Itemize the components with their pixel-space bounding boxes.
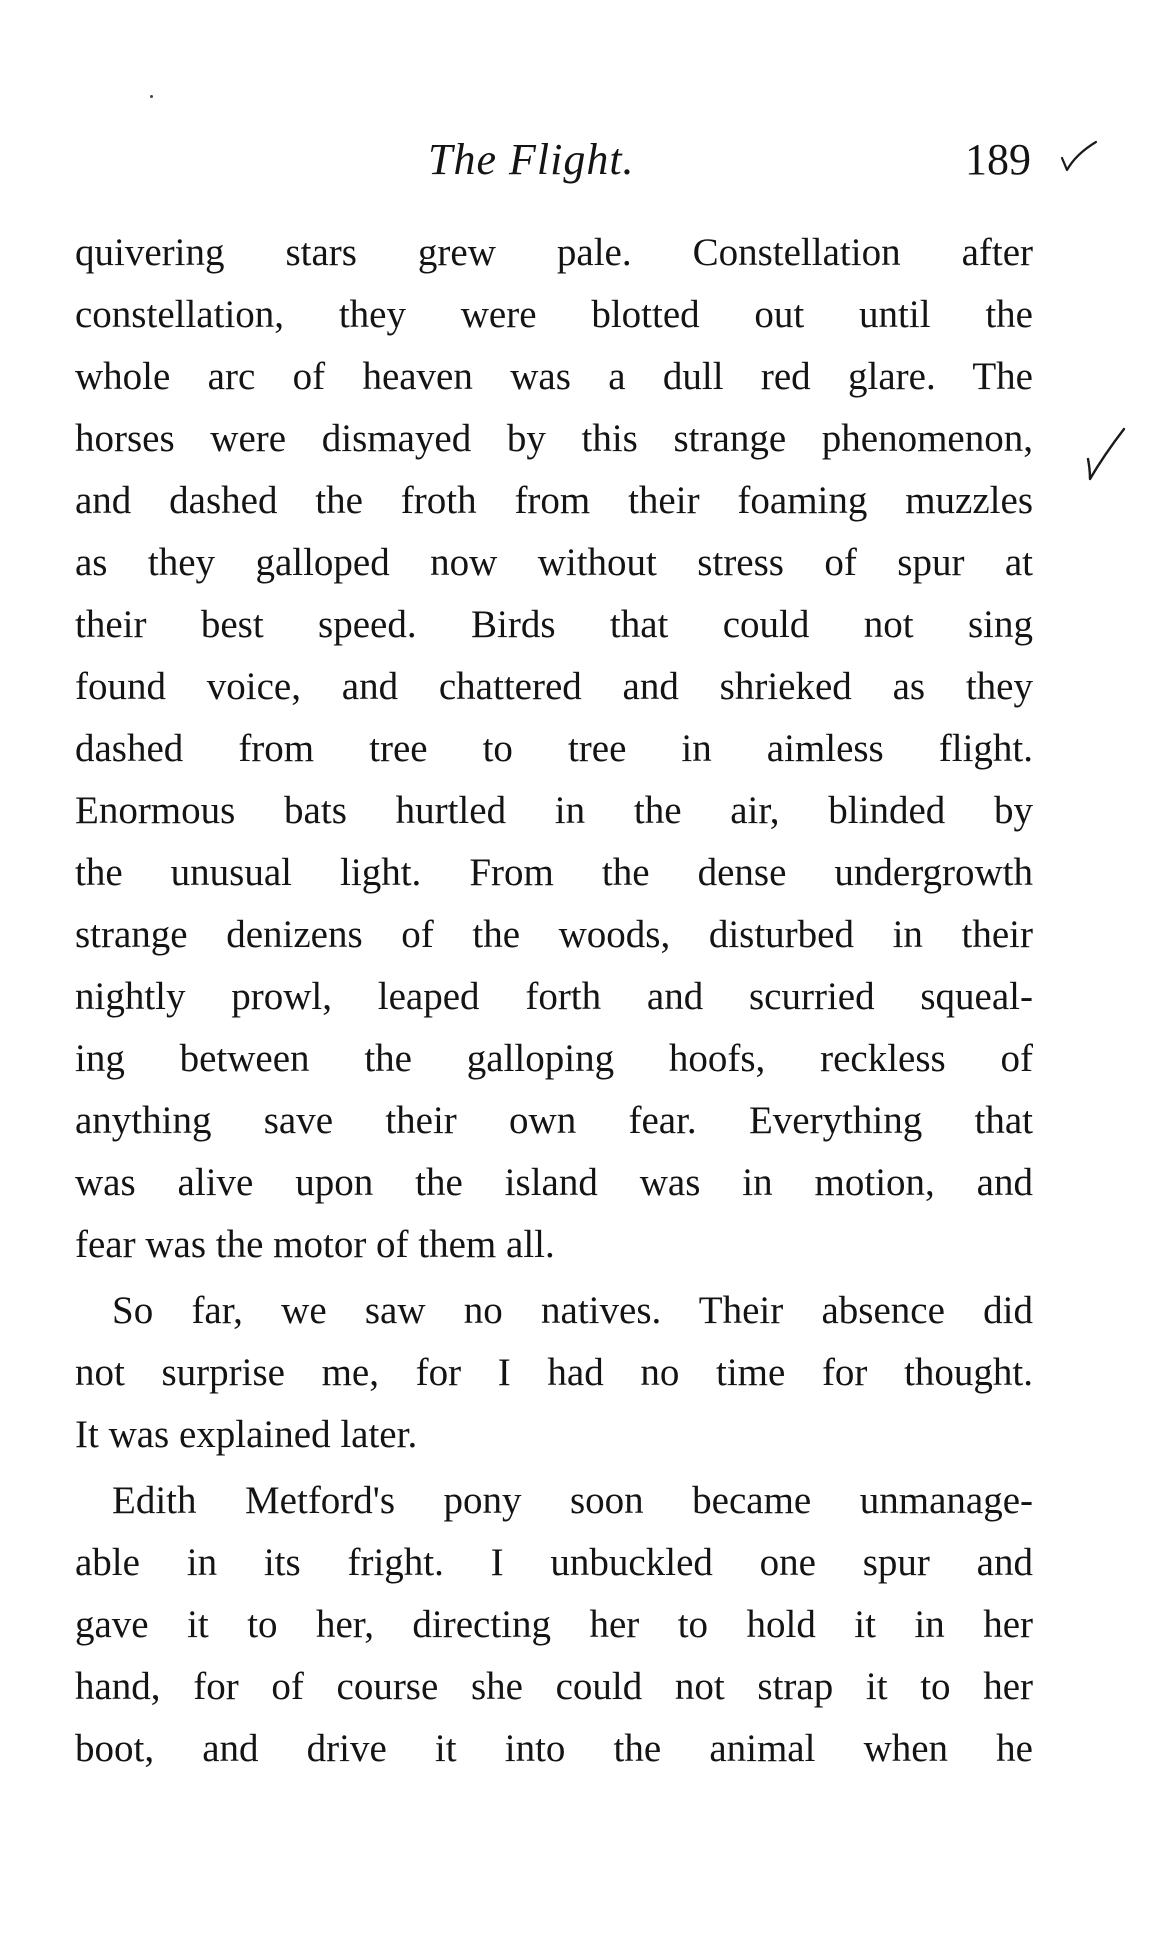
text-line: was alive upon the island was in motion, and — [75, 1161, 1033, 1204]
paragraph — [75, 222, 1033, 1276]
text-line: horses were dismayed by this strange phenomenon, — [75, 417, 1033, 460]
text-line: Enormous bats hurtled in the air, blinded by — [75, 789, 1033, 832]
text-line: quivering stars grew pale. Constellation after — [75, 231, 1033, 274]
text-line: gave it to her, directing her to hold it in her — [75, 1603, 1033, 1646]
page-number: 189 — [965, 135, 1031, 184]
text-line: as they galloped now without stress of spur at — [75, 541, 1033, 584]
text-line: hand, for of course she could not strap it to her — [75, 1665, 1033, 1708]
text-line: not surprise me, for I had no time for thought. — [75, 1351, 1033, 1394]
text-line: whole arc of heaven was a dull red glare. The — [75, 355, 1033, 398]
text-line: found voice, and chattered and shrieked as they — [75, 665, 1033, 708]
text-line: able in its fright. I unbuckled one spur and — [75, 1541, 1033, 1584]
text-line: boot, and drive it into the animal when he — [75, 1727, 1033, 1770]
text-line: and dashed the froth from their foaming muzzles — [75, 479, 1033, 522]
text-line: fear was the motor of them all. — [75, 1223, 555, 1266]
text-line: dashed from tree to tree in aimless flight. — [75, 727, 1033, 770]
paragraph — [75, 1280, 1033, 1466]
text-line: nightly prowl, leaped forth and scurried squeal- — [75, 975, 1033, 1018]
paper-speck — [150, 95, 153, 98]
running-head-title: The Flight. — [428, 135, 635, 184]
text-line: ing between the galloping hoofs, reckless of — [75, 1037, 1033, 1080]
text-line: Edith Metford's pony soon became unmanage- — [112, 1479, 1033, 1522]
check-mark-icon — [1058, 138, 1100, 178]
running-head — [0, 134, 1173, 194]
text-line: anything save their own fear. Everything that — [75, 1099, 1033, 1142]
text-line: So far, we saw no natives. Their absence did — [112, 1289, 1033, 1332]
body-text — [75, 222, 1033, 1780]
check-mark-icon — [1082, 425, 1130, 485]
text-line: It was explained later. — [75, 1413, 418, 1456]
text-line: the unusual light. From the dense undergrowth — [75, 851, 1033, 894]
text-line: their best speed. Birds that could not sing — [75, 603, 1033, 646]
text-line: constellation, they were blotted out until the — [75, 293, 1033, 336]
text-line: strange denizens of the woods, disturbed in their — [75, 913, 1033, 956]
paragraph — [75, 1470, 1033, 1780]
